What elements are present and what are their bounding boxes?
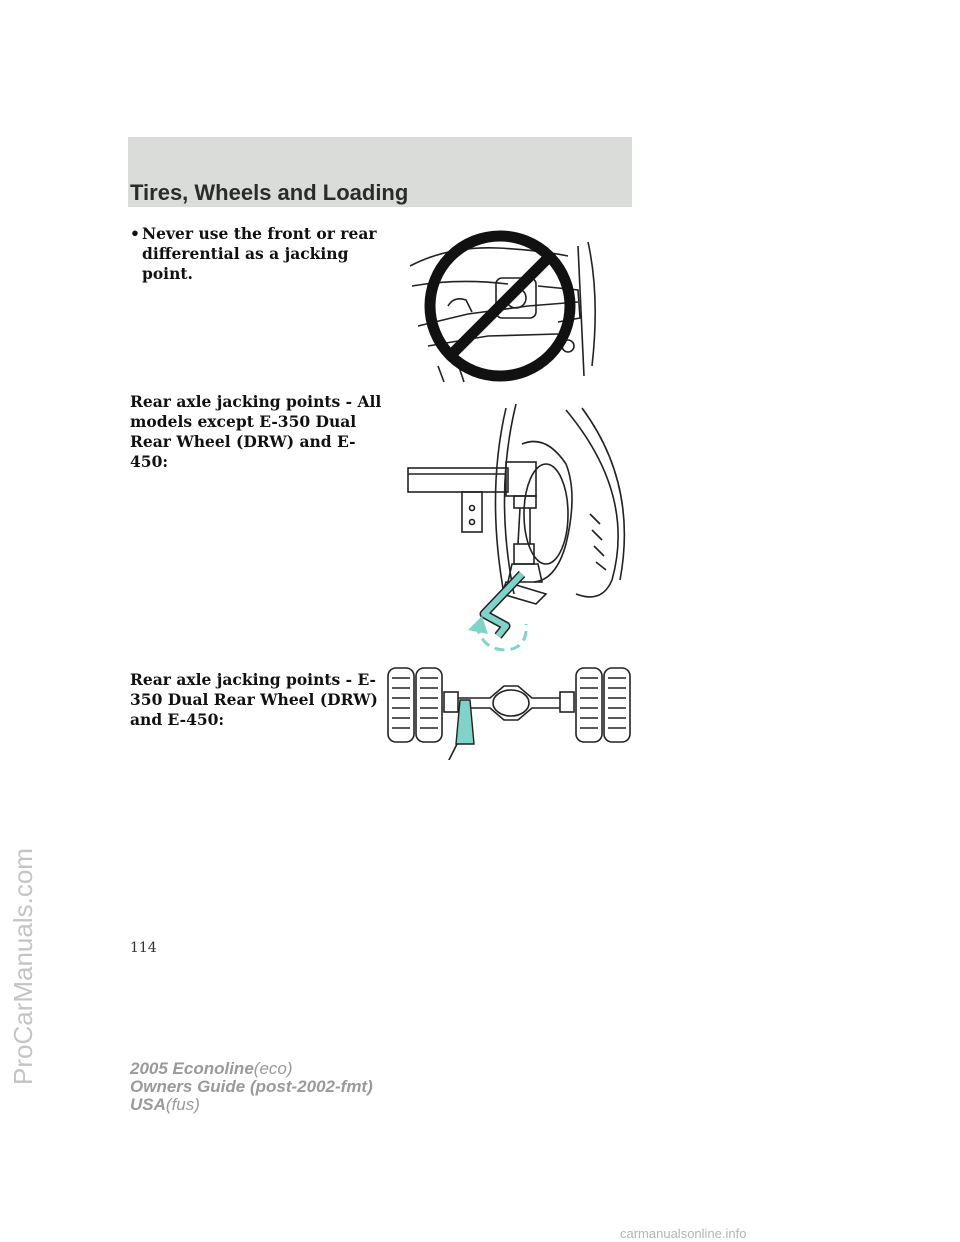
jack-stand-icon — [456, 700, 474, 744]
footer-model-code: (eco) — [253, 1059, 293, 1078]
footer-region-code: (fus) — [165, 1095, 200, 1114]
page-title: Tires, Wheels and Loading — [130, 180, 409, 205]
footer-guide: Owners Guide (post-2002-fmt) — [130, 1077, 373, 1096]
footer-model: 2005 Econoline — [130, 1059, 254, 1078]
prohibited-icon — [430, 236, 570, 376]
bullet-item-differential — [130, 224, 390, 284]
bullet-text: Never use the front or rear differential as a jacking point. — [142, 224, 377, 283]
bullet-icon: • — [130, 224, 140, 243]
rear-axle-standard-caption: Rear axle jacking points - All models except E-350 Dual Rear Wheel (DRW) and E-450: — [130, 392, 382, 471]
side-watermark: ProCarManuals.com — [8, 848, 38, 1085]
dual-rear-wheel-axle-figure — [386, 666, 632, 760]
bottom-watermark: carmanualsonline.info — [620, 1226, 747, 1241]
differential-prohibited-figure — [408, 226, 602, 386]
rear-axle-jack-figure — [406, 404, 638, 654]
jack-handle-icon — [484, 574, 522, 636]
rear-axle-drw-caption: Rear axle jacking points - E-350 Dual Rear Wheel (DRW) and E-450: — [130, 670, 378, 729]
footer-region: USA — [130, 1095, 166, 1114]
page-number: 114 — [130, 940, 157, 956]
document-footer — [130, 1060, 373, 1114]
